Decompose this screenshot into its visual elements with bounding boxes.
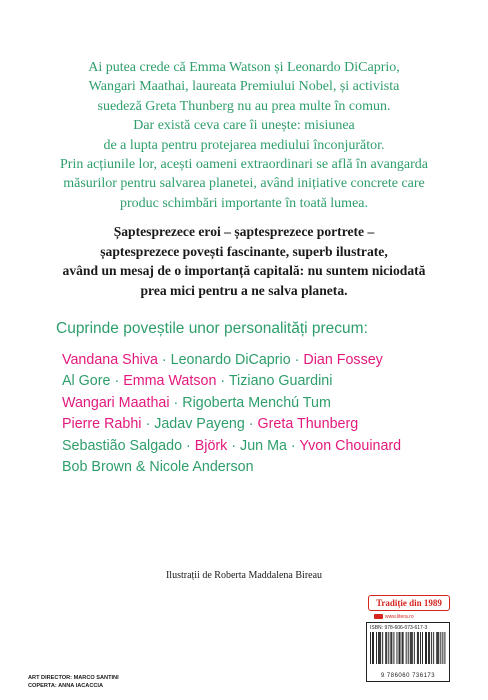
personalities-lead: Cuprinde poveștile unor personalități precum: [56,320,368,337]
highlight-paragraph [40,222,448,300]
name-separator: · [141,416,155,433]
barcode-number: 9 786060 736173 [380,673,436,679]
intro-line: produc schimbări importante în toată lumea. [119,195,369,211]
name-separator: · [182,437,195,454]
personalities-row [62,414,442,435]
publisher-website [374,613,446,620]
personalities-row [62,350,442,371]
personality-name: Wangari Maathai [62,394,170,411]
name-separator: · [169,394,183,411]
personality-name: Sebastião Salgado [62,437,183,454]
art-director-credit: ART DIRECTOR: MARCO SANTINI [28,675,119,681]
highlight-line: Șaptesprezece eroi – șaptesprezece portrete – [113,224,375,239]
isbn-text: ISBN: 978-606-073-617-3 [370,625,428,631]
personality-name: Bob Brown & Nicole Anderson [62,459,254,476]
personality-name: Pierre Rabhi [62,416,142,433]
personality-name: Yvon Chouinard [299,437,402,454]
barcode-icon [370,632,446,672]
intro-line: Wangari Maathai, laureata Premiului Nobel, și activista [88,79,400,95]
publisher-tagline: Tradiție din 1989 [368,595,450,611]
intro-line: măsurilor pentru salvarea planetei, având inițiative concrete care [63,176,425,192]
personality-name: Greta Thunberg [257,416,359,433]
personality-name: Vandana Shiva [62,352,158,368]
personality-name: Jun Ma [240,437,287,454]
name-separator: · [227,437,241,454]
isbn-box [366,622,450,682]
publisher-logo-icon [374,614,383,619]
name-separator: · [244,416,258,433]
cover-credit: COPERTA: ANNA IACACCIA [28,683,103,689]
personalities-row [62,436,442,457]
intro-line: Ai putea crede că Emma Watson și Leonardo DiCaprio, [88,60,400,75]
personality-name: Björk [194,437,228,454]
intro-line: suedeză Greta Thunberg nu au prea multe în comun. [97,98,391,114]
personality-name: Emma Watson [123,373,217,390]
intro-line: Dar există ceva care îi unește: misiunea [133,118,355,134]
personalities-row [62,457,442,478]
intro-line: Prin acțiunile lor, acești oameni extraordinari se află în avangarda [60,157,428,173]
personality-name: Jadav Payeng [154,416,245,433]
name-separator: · [157,352,171,368]
intro-line: de a lupta pentru protejarea mediului înconjurător. [103,137,385,153]
personality-name: Al Gore [62,373,111,390]
name-separator: · [216,373,229,390]
highlight-line: prea mici pentru a ne salva planeta. [140,282,348,298]
intro-paragraph [40,58,448,213]
website-text: www.litera.ro [385,613,414,620]
personality-name: Rigoberta Menchú Tum [182,394,331,411]
name-separator: · [110,373,124,390]
staff-credits [28,674,119,690]
personality-name: Leonardo DiCaprio [170,352,291,368]
personalities-row [62,371,442,392]
personalities-list [62,350,442,478]
personalities-row [62,393,442,414]
personality-name: Dian Fossey [303,352,383,368]
illustrator-credit: Ilustrații de Roberta Maddalena Bireau [165,570,323,581]
personality-name: Tiziano Guardini [228,373,333,390]
name-separator: · [286,437,300,454]
name-separator: · [290,352,304,368]
highlight-line: având un mesaj de o importanță capitală: nu suntem niciodată [62,263,426,279]
highlight-line: șaptesprezece povești fascinante, superb ilustrate, [100,243,388,259]
